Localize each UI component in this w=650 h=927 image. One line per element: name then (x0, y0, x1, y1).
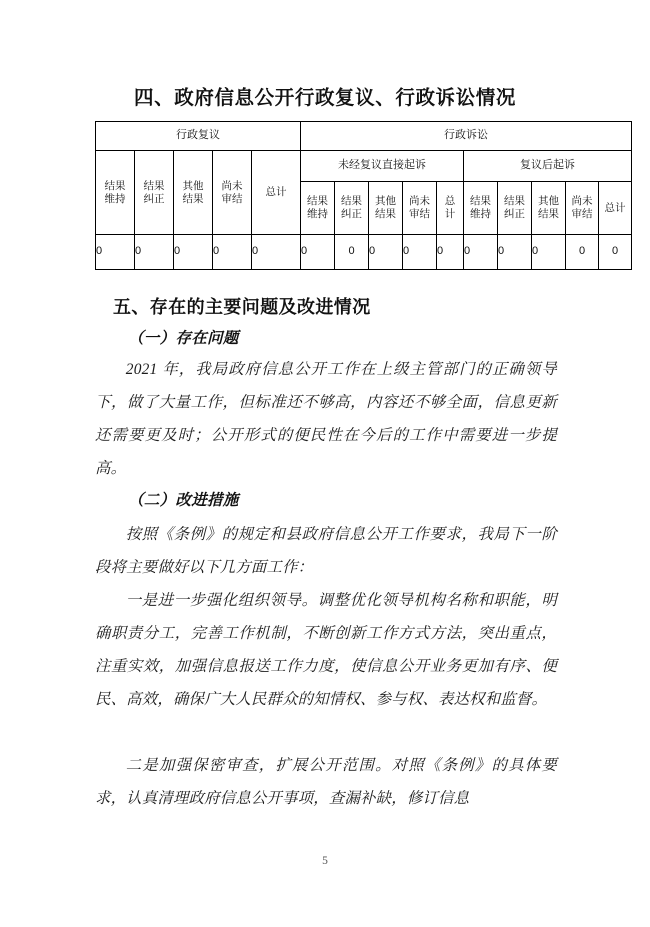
header-after-not-concluded: 尚未 审结 (566, 182, 599, 235)
header-review-result-upheld: 结果 维持 (96, 151, 135, 235)
section-four-title: 四、政府信息公开行政复议、行政诉讼情况 (134, 87, 516, 109)
header-review-other-result: 其他 结果 (174, 151, 213, 235)
cell-review-upheld: 0 (96, 235, 135, 270)
header-after-other-result: 其他 结果 (532, 182, 566, 235)
sub-header-direct-suit: 未经复议直接起诉 (301, 151, 464, 182)
table-row (96, 235, 632, 270)
review-litigation-table (95, 121, 632, 270)
header-direct-other-result: 其他 结果 (369, 182, 403, 235)
header-review-total: 总计 (252, 151, 301, 235)
cell-after-total: 0 (599, 235, 632, 270)
header-after-result-upheld: 结果 维持 (464, 182, 498, 235)
cell-direct-other: 0 (369, 235, 403, 270)
improvement-item-one: 一是进一步强化组织领导。调整优化领导机构名称和职能，明确职责分工，完善工作机制，不断创新工作方式方法，突出重点，注重实效，加强信息报送工作力度，使信息公开业务更加有序、便民、高效，确保广大人民群众的知情权、参与权、表达权和监督。 (95, 592, 557, 708)
header-direct-result-corrected: 结果 纠正 (335, 182, 369, 235)
cell-after-not-concluded: 0 (566, 235, 599, 270)
header-review-result-corrected: 结果 纠正 (135, 151, 174, 235)
sub-header-after-review-suit: 复议后起诉 (464, 151, 632, 182)
cell-direct-upheld: 0 (301, 235, 335, 270)
subsection-one-paragraph: 2021 年，我局政府信息公开工作在上级主管部门的正确领导下，做了大量工作，但标准还不够高，内容还不够全面，信息更新还需要更及时；公开形式的便民性在今后的工作中需要进一步提高。 (95, 361, 557, 477)
header-direct-total: 总 计 (437, 182, 464, 235)
group-header-review: 行政复议 (96, 122, 301, 151)
subsection-two-intro: 按照《条例》的规定和县政府信息公开工作要求，我局下一阶段将主要做好以下几方面工作： (95, 526, 557, 576)
cell-after-other: 0 (532, 235, 566, 270)
table-group-header-row (96, 122, 632, 151)
header-direct-not-concluded: 尚未 审结 (403, 182, 437, 235)
header-review-not-concluded: 尚未 审结 (213, 151, 252, 235)
cell-direct-total: 0 (437, 235, 464, 270)
header-direct-result-upheld: 结果 维持 (301, 182, 335, 235)
subsection-one-heading: （一）存在问题 (128, 330, 239, 347)
cell-after-upheld: 0 (464, 235, 498, 270)
section-five-heading: 五、存在的主要问题及改进情况 (113, 297, 371, 317)
header-after-total: 总计 (599, 182, 632, 235)
cell-direct-not-concluded: 0 (403, 235, 437, 270)
cell-direct-corrected: 0 (335, 235, 369, 270)
cell-review-total: 0 (252, 235, 301, 270)
subsection-two-heading: （二）改进措施 (128, 492, 239, 509)
improvement-item-two: 二是加强保密审查，扩展公开范围。对照《条例》的具体要求，认真清理政府信息公开事项，查漏补缺，修订信息 (95, 757, 557, 807)
header-after-result-corrected: 结果 纠正 (498, 182, 532, 235)
cell-review-not-concluded: 0 (213, 235, 252, 270)
cell-review-other: 0 (174, 235, 213, 270)
group-header-litigation: 行政诉讼 (301, 122, 632, 151)
cell-after-corrected: 0 (498, 235, 532, 270)
cell-review-corrected: 0 (135, 235, 174, 270)
review-litigation-table-wrapper (95, 121, 626, 270)
table-sub-header-row (96, 151, 632, 182)
page-number: 5 (322, 855, 328, 867)
